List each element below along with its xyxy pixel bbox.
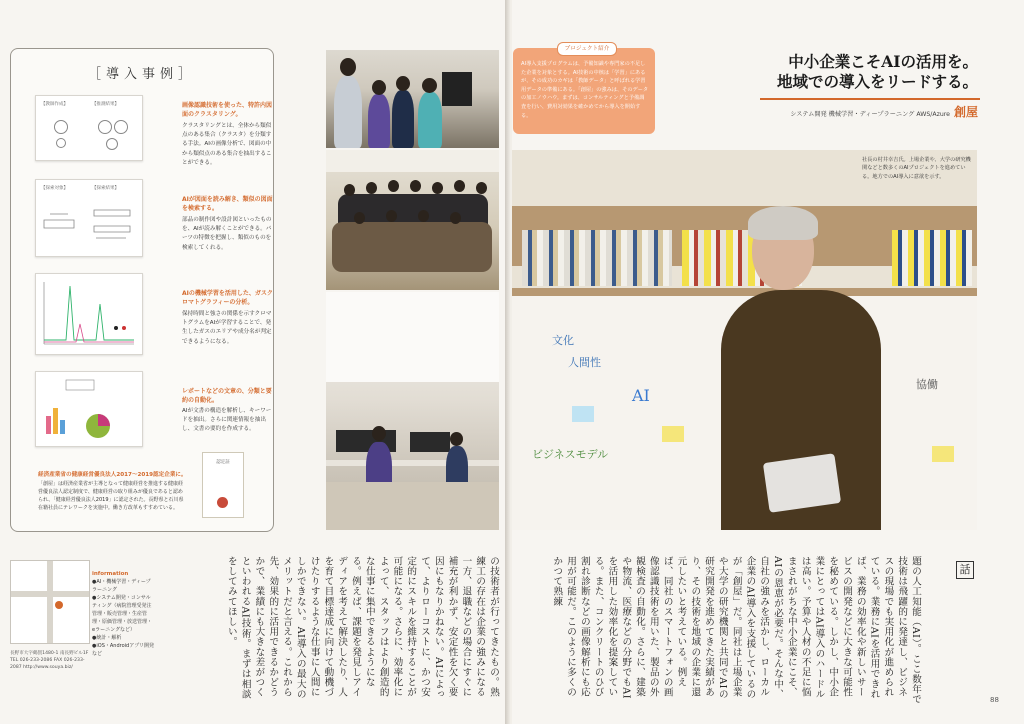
headline-underline xyxy=(760,98,980,100)
photo-office-workspace xyxy=(326,292,499,530)
case-body: 部品の制作図や設計図といったものを、AIが読み解くことができる。パーツの特徴を把握し、類似のものを検索してくれる。 xyxy=(182,217,272,251)
article-body-left: の技術者が行ってきたもの。熟練工の存在は企業の強みになる一方、退職などの場合にすぐに補充が利かず、安定性を欠く要因にもなりかねない。AIによって、よりローコストに、かつ安定的にスキルを維持することが可能になる。さらに、効率化によって、スタッフはより創造的な仕事に集中できるようになる。例えば、課題を発見しアイディアを考えて解決したり、人を育て目標達成に向けて動機づけたりするような仕事に人間にしかできない。AI導入の最大のメリットだと言える。これから先、効果的に活用できるかどうかで、業績にも大きな差がつくといわれるAI技術。まずは相談をしてみてほしい。 xyxy=(225,556,499,700)
company-information xyxy=(92,570,154,658)
information-item: ●統計・解析 xyxy=(92,635,122,641)
project-intro-box xyxy=(513,48,655,134)
sticky-note xyxy=(662,426,684,442)
case-heading: 画像認識技術を使った、特許内図面のクラスタリング。 xyxy=(182,102,273,118)
certificate-title: 認定証 xyxy=(216,460,230,465)
laptop-image xyxy=(763,453,841,513)
board-word: 人間性 xyxy=(568,356,601,369)
headline-line-1: 中小企業こそAIの活用を。 xyxy=(788,52,978,71)
case-thumbnail-document xyxy=(35,371,143,447)
left-page xyxy=(0,0,510,724)
case-body: 保持時間と強さの関係を示すクロマトグラムをAIが学習することで、発生したガスのエリアや成分名が判定できるようになる。 xyxy=(182,311,272,345)
board-word: ビジネスモデル xyxy=(532,448,609,461)
project-intro-body: AI導入支援プログラムは、予備知識や専門家の不足した企業を対象とする。AI技術の中核は「学習」にあるが、その成功のカギは「教師データ」と呼ばれる学習用データの準備にある。「創屋」の強みは、そのデータの加工ノウハウ。まずは、コンサルティングと予備調査を行い、費用対効果を確かめてから導入を開始する。 xyxy=(521,61,649,119)
case-studies-title: ［導入事例］ xyxy=(87,67,196,82)
sticky-note xyxy=(572,406,594,422)
photo-group xyxy=(326,150,499,290)
thumbnail-label: 【探索結果】 xyxy=(92,186,119,191)
case-thumbnail-drawing-search xyxy=(35,179,143,257)
case-heading: AIが図面を読み解き、類似の図面を検索する。 xyxy=(182,196,273,212)
business-fields: システム開発 機械学習・ディープラーニング AWS/Azure xyxy=(790,111,950,118)
article-body-right: 題の人工知能（AI）。ここ数年で技術は飛躍的に発達し、ビジネスの現場でも実用化が進められている。業務にAIを活用できれば、業務の効率化や新しいサービスの開発などに大きな可能性を秘めている。しかし、中小企業にとってはAI導入のハードルは高い。予算や人材の不足に悩まされがちな中小企業にこそ、AIの恩恵が必要だ。そんな中、自社の強みを活かし、ローカル企業のAI導入を支援しているのが「創屋」だ。同社は上場企業や大学の研究機関と共同でAIの研究開発を進めてきた実績があり、その技術を地域の企業に還元したいと考えている。例えば、同社のスマートフォンの画像認識技術を用いた、製品の外観検査の自動化。さらに、建築や物流、医療などの分野でもAIを活用した効率化を提案している。また、コンクリートのひび割れ診断などの画像解析にも応用が可能だ。このように多くのかつて熟練 xyxy=(551,556,921,705)
books xyxy=(892,230,972,286)
case-heading: レポートなどの文章の、分類と要約の自動化。 xyxy=(182,388,272,404)
photo-caption: 社長の村井幸吉氏。上場企業や、大学の研究機関などと数多くのAIプロジェクトを進めている。地方でのAI導入に意欲を示す。 xyxy=(862,157,971,180)
information-item: ●システム開発・コンサルティング（病院管理受発注管理・販売管理・生産管理・原価管理・放送管理・eラーニングなど） xyxy=(92,595,153,633)
health-management-body: 「創屋」は経済産業省が主導となって健康経営を推進する健康経営優良法人認定制度で、健康経営の取り組みが優良であると認められ、「健康経営優良法人2019」に認定された。長野県と石川県在籍社員にテレワークを実施中。働き方改革もすすめている。 xyxy=(38,481,184,511)
shelf-board xyxy=(512,288,977,296)
case-body: クラスタリングとは、全体から類似点のある集合（クラスタ）を分類する手法。AIの画像分析で、図面の中から類似点のある集合を抽出することができる。 xyxy=(182,123,272,166)
thumbnail-label: 【教師作成】 xyxy=(41,102,68,107)
certificate-seal-icon xyxy=(217,497,228,508)
information-item: ●iOS・Androidアプリ開発など xyxy=(92,643,154,657)
company-address: 長野市大字鶴賀1480-1 南長野ビル1F TEL 026-233-2086 FAX 026-233-2087 http://www.souya.biz/ xyxy=(10,651,89,670)
health-management-heading: 経済産業省の健康経営優良法人2017～2019認定企業に。 xyxy=(38,472,187,478)
chromatogram-chart-icon xyxy=(36,274,142,354)
drawing-sketch-icon xyxy=(36,180,142,256)
thumbnail-label: 【探索対象】 xyxy=(41,186,68,191)
board-word: 協働 xyxy=(916,378,938,391)
section-marker: 話 xyxy=(956,561,974,579)
sticky-note xyxy=(932,446,954,462)
case-body: AIが文書の構造を解析し、キーワードを抽出。さらに関連情報を抽出し、文書の要約を作成する。 xyxy=(182,408,272,433)
board-word: AI xyxy=(632,386,650,405)
ceo-hair xyxy=(748,206,818,240)
headline-line-2: 地域での導入をリードする。 xyxy=(776,72,978,91)
company-name: 創屋 xyxy=(953,105,978,119)
case-thumbnail-chromatography xyxy=(35,273,143,355)
board-word: 文化 xyxy=(552,334,574,347)
certificate-image xyxy=(202,452,244,518)
case-thumbnail-clustering xyxy=(35,95,143,161)
company-tagline xyxy=(676,103,978,120)
photo-team-at-desk xyxy=(326,50,499,148)
thumbnail-label: 【推測結果】 xyxy=(92,102,119,107)
books xyxy=(522,230,672,286)
access-map xyxy=(10,560,90,644)
project-intro-tag: プロジェクト紹介 xyxy=(557,42,617,56)
information-heading: information xyxy=(92,571,129,577)
case-heading: AIの機械学習を活用した、ガスクロマトグラフィーの分析。 xyxy=(182,290,273,306)
information-item: ●AI・機械学習・ディープラーニング xyxy=(92,579,151,593)
page-number: 88 xyxy=(990,696,999,704)
article-headline xyxy=(676,52,978,92)
report-charts-icon xyxy=(36,372,142,446)
